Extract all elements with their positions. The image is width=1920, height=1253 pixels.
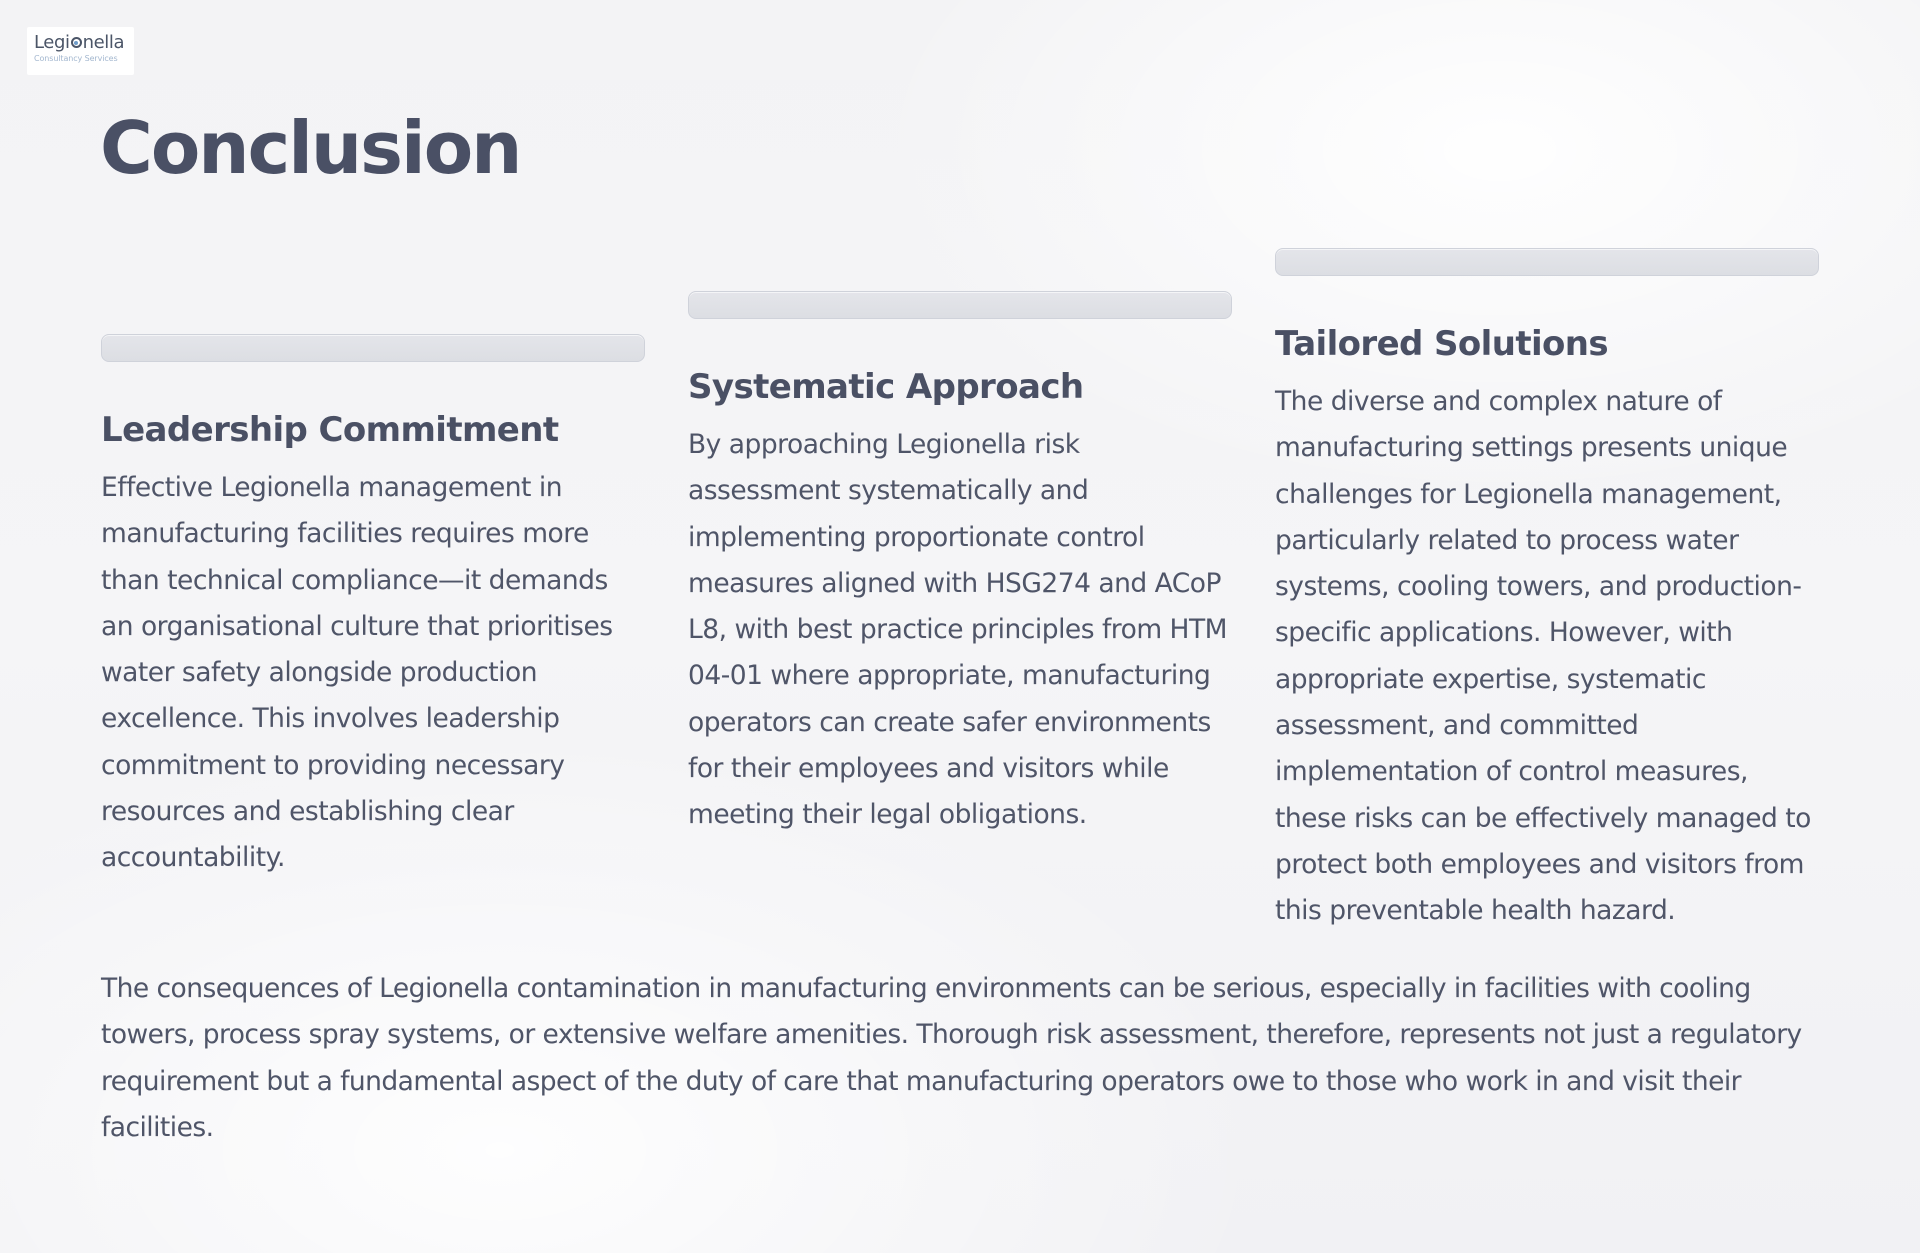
- page-title: Conclusion: [100, 106, 521, 190]
- logo-wordmark: [34, 33, 134, 53]
- card-body: By approaching Legionella risk assessment systematically and implementing proportionate control measures aligned with HSG274 and ACoP L8, with best practice principles from HTM 04-01 where appropriate, manufacturing operators can create safer environments for their employees and visitors while meeting their legal obligations.: [688, 429, 1228, 831]
- card-leadership-commitment: [101, 334, 645, 882]
- card-body: The diverse and complex nature of manufacturing settings presents unique challenges for Legionella management, particularly related to process water systems, cooling towers, and production-specific applications. However, with appropriate expertise, systematic assessment, and committed implementation of control measures, these risks can be effectively managed to protect both employees and visitors from this preventable health hazard.: [1275, 386, 1811, 927]
- summary-paragraph: The consequences of Legionella contamination in manufacturing environments can be serious, especially in facilities with cooling towers, process spray systems, or extensive welfare amenities. Thorough risk assessment, therefore, represents not just a regulatory requirement but a fundamental aspect of the duty of care that manufacturing operators owe to those who work in and visit their facilities.: [101, 973, 1802, 1143]
- card-heading: Leadership Commitment: [101, 410, 559, 450]
- card-accent-bar: [1275, 248, 1819, 276]
- card-heading: Tailored Solutions: [1275, 324, 1609, 364]
- card-tailored-solutions: [1275, 248, 1819, 935]
- logo-wordmark-start: Legi: [34, 32, 70, 53]
- card-accent-bar: [101, 334, 645, 362]
- card-accent-bar: [688, 291, 1232, 319]
- card-heading: Systematic Approach: [688, 367, 1084, 407]
- logo-o-icon: [71, 37, 82, 48]
- logo-subtitle: Consultancy Services: [34, 54, 118, 63]
- logo-wordmark-end: nella: [82, 32, 125, 53]
- card-body: Effective Legionella management in manufacturing facilities requires more than technical compliance—it demands an organisational culture that prioritises water safety alongside production excellence. This involves leadership commitment to providing necessary resources and establishing clear accountability.: [101, 472, 613, 874]
- company-logo: [27, 27, 134, 75]
- card-systematic-approach: [688, 291, 1232, 839]
